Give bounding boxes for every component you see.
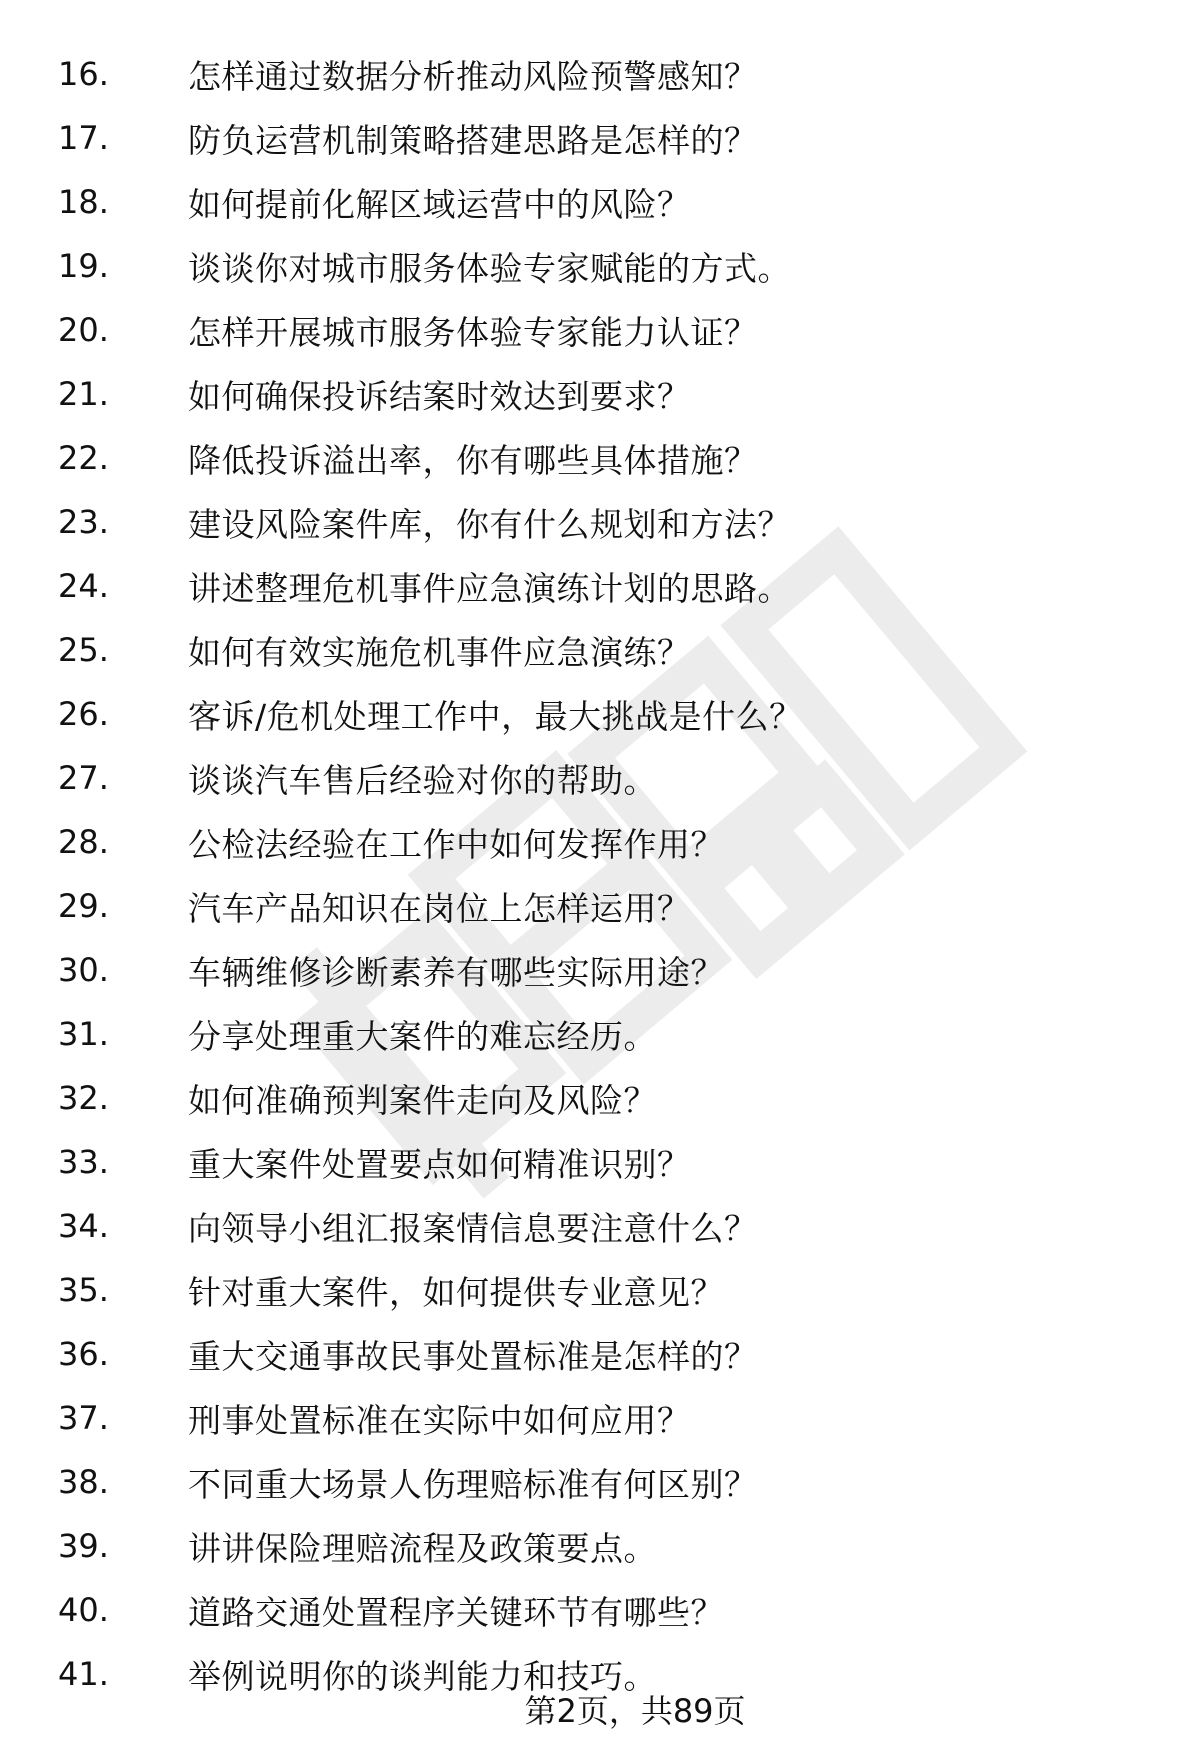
question-text: 刑事处置标准在实际中如何应用？ xyxy=(188,1400,691,1440)
question-number: 24. xyxy=(58,567,109,605)
question-text: 针对重大案件，如何提供专业意见？ xyxy=(188,1272,724,1312)
question-text: 道路交通处置程序关键环节有哪些？ xyxy=(188,1592,724,1632)
question-text: 不同重大场景人伤理赔标准有何区别？ xyxy=(188,1464,758,1504)
question-item xyxy=(0,682,1190,746)
question-item xyxy=(0,1194,1190,1258)
question-number: 20. xyxy=(58,311,109,349)
question-text: 降低投诉溢出率，你有哪些具体措施？ xyxy=(188,440,758,480)
question-text: 如何提前化解区域运营中的风险？ xyxy=(188,184,691,224)
question-number: 41. xyxy=(58,1655,109,1693)
question-number: 18. xyxy=(58,183,109,221)
question-text: 谈谈汽车售后经验对你的帮助。 xyxy=(188,760,657,800)
question-item xyxy=(0,874,1190,938)
question-item xyxy=(0,1578,1190,1642)
question-item xyxy=(0,42,1190,106)
question-item xyxy=(0,1450,1190,1514)
question-number: 27. xyxy=(58,759,109,797)
question-number: 38. xyxy=(58,1463,109,1501)
question-number: 33. xyxy=(58,1143,109,1181)
question-item xyxy=(0,1322,1190,1386)
question-item xyxy=(0,1514,1190,1578)
question-item xyxy=(0,298,1190,362)
question-number: 22. xyxy=(58,439,109,477)
question-text: 如何有效实施危机事件应急演练？ xyxy=(188,632,691,672)
question-text: 防负运营机制策略搭建思路是怎样的？ xyxy=(188,120,758,160)
question-item xyxy=(0,1002,1190,1066)
question-text: 如何确保投诉结案时效达到要求？ xyxy=(188,376,691,416)
question-item xyxy=(0,170,1190,234)
question-item xyxy=(0,1258,1190,1322)
question-item xyxy=(0,554,1190,618)
question-item xyxy=(0,938,1190,1002)
question-number: 36. xyxy=(58,1335,109,1373)
question-number: 16. xyxy=(58,55,109,93)
question-item xyxy=(0,618,1190,682)
question-number: 35. xyxy=(58,1271,109,1309)
question-item xyxy=(0,746,1190,810)
question-text: 分享处理重大案件的难忘经历。 xyxy=(188,1016,657,1056)
question-item xyxy=(0,1066,1190,1130)
page-footer: 第2页，共89页 xyxy=(524,1692,746,1730)
question-number: 31. xyxy=(58,1015,109,1053)
question-text: 谈谈你对城市服务体验专家赋能的方式。 xyxy=(188,248,791,288)
question-text: 怎样通过数据分析推动风险预警感知？ xyxy=(188,56,758,96)
question-number: 29. xyxy=(58,887,109,925)
question-number: 19. xyxy=(58,247,109,285)
question-item xyxy=(0,362,1190,426)
question-text: 重大案件处置要点如何精准识别？ xyxy=(188,1144,691,1184)
question-text: 公检法经验在工作中如何发挥作用？ xyxy=(188,824,724,864)
question-item xyxy=(0,490,1190,554)
question-list xyxy=(0,42,1190,1706)
question-text: 讲讲保险理赔流程及政策要点。 xyxy=(188,1528,657,1568)
question-text: 怎样开展城市服务体验专家能力认证？ xyxy=(188,312,758,352)
question-number: 23. xyxy=(58,503,109,541)
question-text: 重大交通事故民事处置标准是怎样的？ xyxy=(188,1336,758,1376)
question-item xyxy=(0,106,1190,170)
question-number: 30. xyxy=(58,951,109,989)
question-number: 17. xyxy=(58,119,109,157)
question-number: 21. xyxy=(58,375,109,413)
question-text: 汽车产品知识在岗位上怎样运用？ xyxy=(188,888,691,928)
question-item xyxy=(0,426,1190,490)
question-number: 39. xyxy=(58,1527,109,1565)
question-text: 客诉/危机处理工作中，最大挑战是什么？ xyxy=(188,696,803,736)
question-item xyxy=(0,1386,1190,1450)
question-item xyxy=(0,1130,1190,1194)
question-text: 建设风险案件库，你有什么规划和方法？ xyxy=(188,504,791,544)
question-number: 37. xyxy=(58,1399,109,1437)
question-number: 26. xyxy=(58,695,109,733)
question-number: 25. xyxy=(58,631,109,669)
question-number: 40. xyxy=(58,1591,109,1629)
question-number: 28. xyxy=(58,823,109,861)
question-item xyxy=(0,234,1190,298)
question-text: 举例说明你的谈判能力和技巧。 xyxy=(188,1656,657,1696)
question-text: 如何准确预判案件走向及风险？ xyxy=(188,1080,657,1120)
question-text: 向领导小组汇报案情信息要注意什么？ xyxy=(188,1208,758,1248)
question-text: 车辆维修诊断素养有哪些实际用途？ xyxy=(188,952,724,992)
question-number: 34. xyxy=(58,1207,109,1245)
question-text: 讲述整理危机事件应急演练计划的思路。 xyxy=(188,568,791,608)
question-number: 32. xyxy=(58,1079,109,1117)
question-item xyxy=(0,810,1190,874)
